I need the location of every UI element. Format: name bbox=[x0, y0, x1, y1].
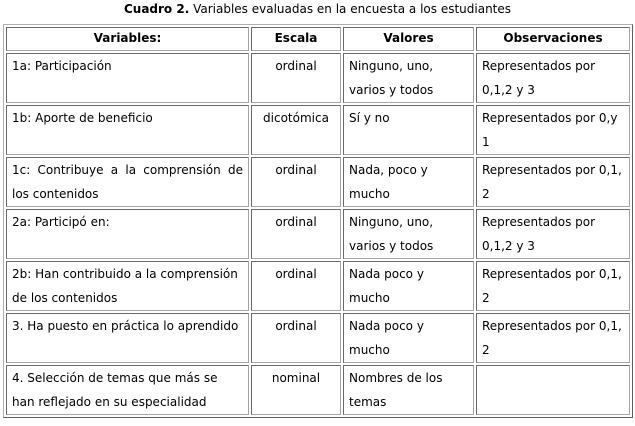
header-variables: Variables: bbox=[6, 27, 249, 51]
cell-valores: Nombres de los temas bbox=[343, 365, 474, 415]
cell-escala: ordinal bbox=[251, 53, 341, 103]
cell-observaciones bbox=[476, 365, 630, 415]
header-observaciones: Observaciones bbox=[476, 27, 630, 51]
table-row bbox=[6, 53, 630, 103]
cell-variable: 2b: Han contribuido a la comprensión de los contenidos bbox=[6, 261, 249, 311]
cell-variable: 3. Ha puesto en práctica lo aprendido bbox=[6, 313, 249, 363]
cell-escala: ordinal bbox=[251, 261, 341, 311]
table-row bbox=[6, 313, 630, 363]
cell-observaciones: Representados por 0,1, 2 bbox=[476, 313, 630, 363]
cell-observaciones: Representados por 0,1,2 y 3 bbox=[476, 209, 630, 259]
cell-escala: ordinal bbox=[251, 157, 341, 207]
cell-variable: 1b: Aporte de beneficio bbox=[6, 105, 249, 155]
cell-valores: Nada, poco y mucho bbox=[343, 157, 474, 207]
table-row bbox=[6, 365, 630, 415]
cell-variable: 1a: Participación bbox=[6, 53, 249, 103]
table-row bbox=[6, 105, 630, 155]
cell-valores: Ninguno, uno, varios y todos bbox=[343, 209, 474, 259]
cell-valores: Nada poco y mucho bbox=[343, 313, 474, 363]
cell-escala: ordinal bbox=[251, 313, 341, 363]
cell-observaciones: Representados por 0,1, 2 bbox=[476, 261, 630, 311]
cell-valores: Sí y no bbox=[343, 105, 474, 155]
cell-observaciones: Representados por 0,y 1 bbox=[476, 105, 630, 155]
cell-escala: ordinal bbox=[251, 209, 341, 259]
caption-label: Cuadro 2. bbox=[123, 2, 190, 16]
caption-text: Variables evaluadas en la encuesta a los estudiantes bbox=[189, 2, 512, 16]
cell-variable: 1c: Contribuye a la comprensión de los contenidos bbox=[6, 157, 249, 207]
header-valores: Valores bbox=[343, 27, 474, 51]
cell-escala: dicotómica bbox=[251, 105, 341, 155]
table-row bbox=[6, 209, 630, 259]
table-caption bbox=[0, 1, 635, 17]
cell-observaciones: Representados por 0,1, 2 bbox=[476, 157, 630, 207]
table-row bbox=[6, 157, 630, 207]
variables-table bbox=[3, 24, 633, 418]
table-row bbox=[6, 261, 630, 311]
table-header-row bbox=[6, 27, 630, 51]
cell-valores: Ninguno, uno, varios y todos bbox=[343, 53, 474, 103]
header-escala: Escala bbox=[251, 27, 341, 51]
cell-escala: nominal bbox=[251, 365, 341, 415]
cell-observaciones: Representados por 0,1,2 y 3 bbox=[476, 53, 630, 103]
cell-valores: Nada poco y mucho bbox=[343, 261, 474, 311]
cell-variable: 2a: Participó en: bbox=[6, 209, 249, 259]
cell-variable: 4. Selección de temas que más se han reflejado en su especialidad bbox=[6, 365, 249, 415]
